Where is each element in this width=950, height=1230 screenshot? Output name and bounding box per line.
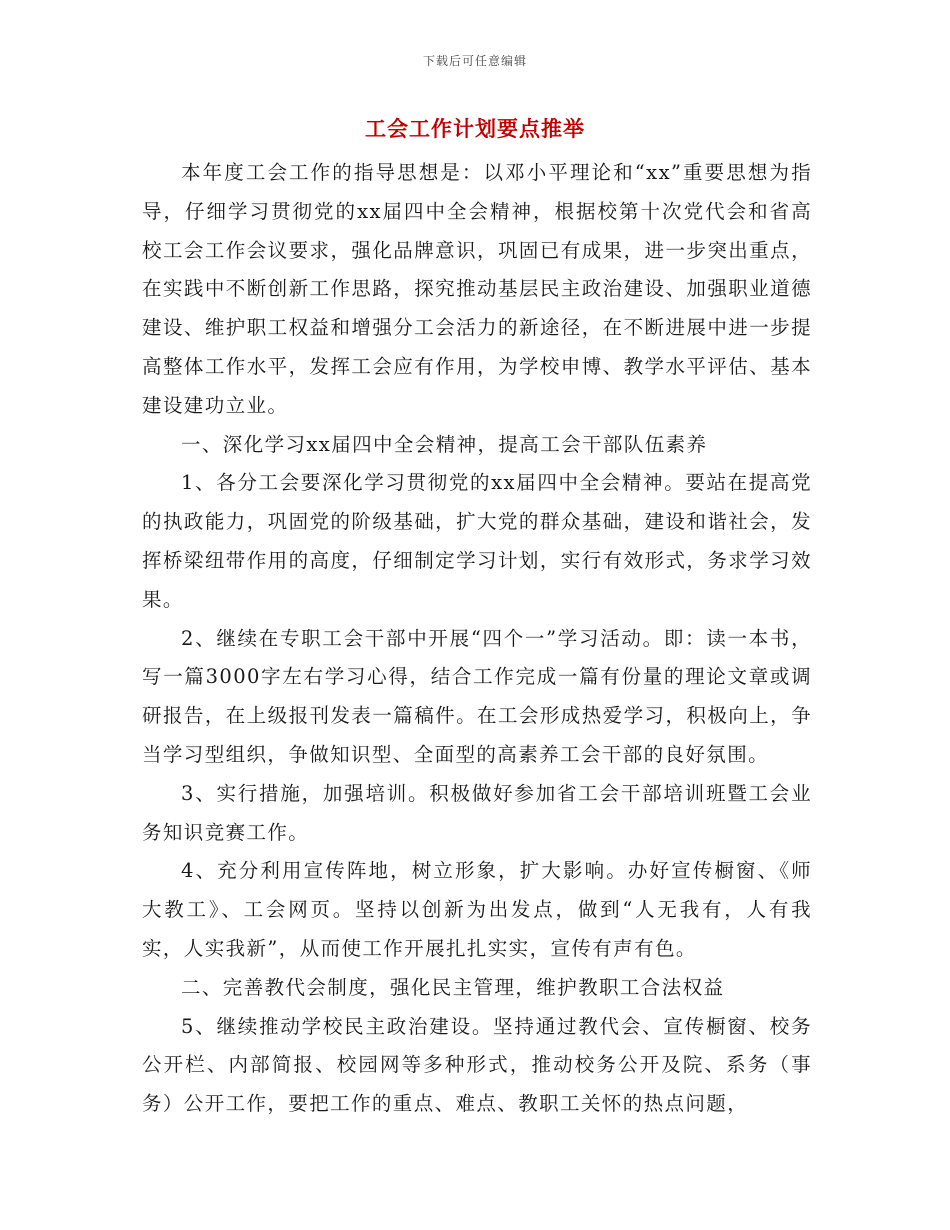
document-title: 工会工作计划要点推举 [365, 116, 585, 141]
paragraph-intro: 本年度工会工作的指导思想是：以邓小平理论和“xx”重要思想为指导，仔细学习贯彻党的xx届四中全会精神，根据校第十次党代会和省高校工会工作会议要求，强化品牌意识，巩固已有成果，进一步突出重点，在实践中不断创新工作思路，探究推动基层民主政治建设、加强职业道德建设、维护职工权益和增强分工会活力的新途径，在不断进展中进一步提高整体工作水平，发挥工会应有作用，为学校申博、教学水平评估、基本建设建功立业。 [142, 161, 812, 417]
paragraph-item-4: 4、充分利用宣传阵地，树立形象，扩大影响。办好宣传橱窗、《师大教工》、工会网页。坚持以创新为出发点，做到“人无我有，人有我实，人实我新”，从而使工作开展扎扎实实，宣传有声有色。 [142, 859, 812, 960]
section-heading-2: 二、完善教代会制度，强化民主管理，维护教职工合法权益 [181, 975, 725, 999]
paragraph-item-1: 1、各分工会要深化学习贯彻党的xx届四中全会精神。要站在提高党的执政能力，巩固党的阶级基础，扩大党的群众基础，建设和谐社会，发挥桥梁纽带作用的高度，仔细制定学习计划，实行有效形式，务求学习效果。 [142, 471, 812, 611]
paragraph-item-5: 5、继续推动学校民主政治建设。坚持通过教代会、宣传橱窗、校务公开栏、内部简报、校园网等多种形式，推动校务公开及院、系务（事务）公开工作，要把工作的重点、难点、教职工关怀的热点问题， [142, 1014, 812, 1116]
paragraph-item-2: 2、继续在专职工会干部中开展“四个一”学习活动。即：读一本书，写一篇3000字左右学习心得，结合工作完成一篇有份量的理论文章或调研报告，在上级报刊发表一篇稿件。在工会形成热爱学习，积极向上，争当学习型组织，争做知识型、全面型的高素养工会干部的良好氛围。 [142, 626, 812, 766]
paragraph-item-3: 3、实行措施，加强培训。积极做好参加省工会干部培训班暨工会业务知识竞赛工作。 [142, 781, 812, 844]
header-note: 下载后可任意编辑 [422, 54, 527, 68]
section-heading-1: 一、深化学习xx届四中全会精神，提高工会干部队伍素养 [181, 432, 708, 456]
document-body [142, 154, 812, 1124]
